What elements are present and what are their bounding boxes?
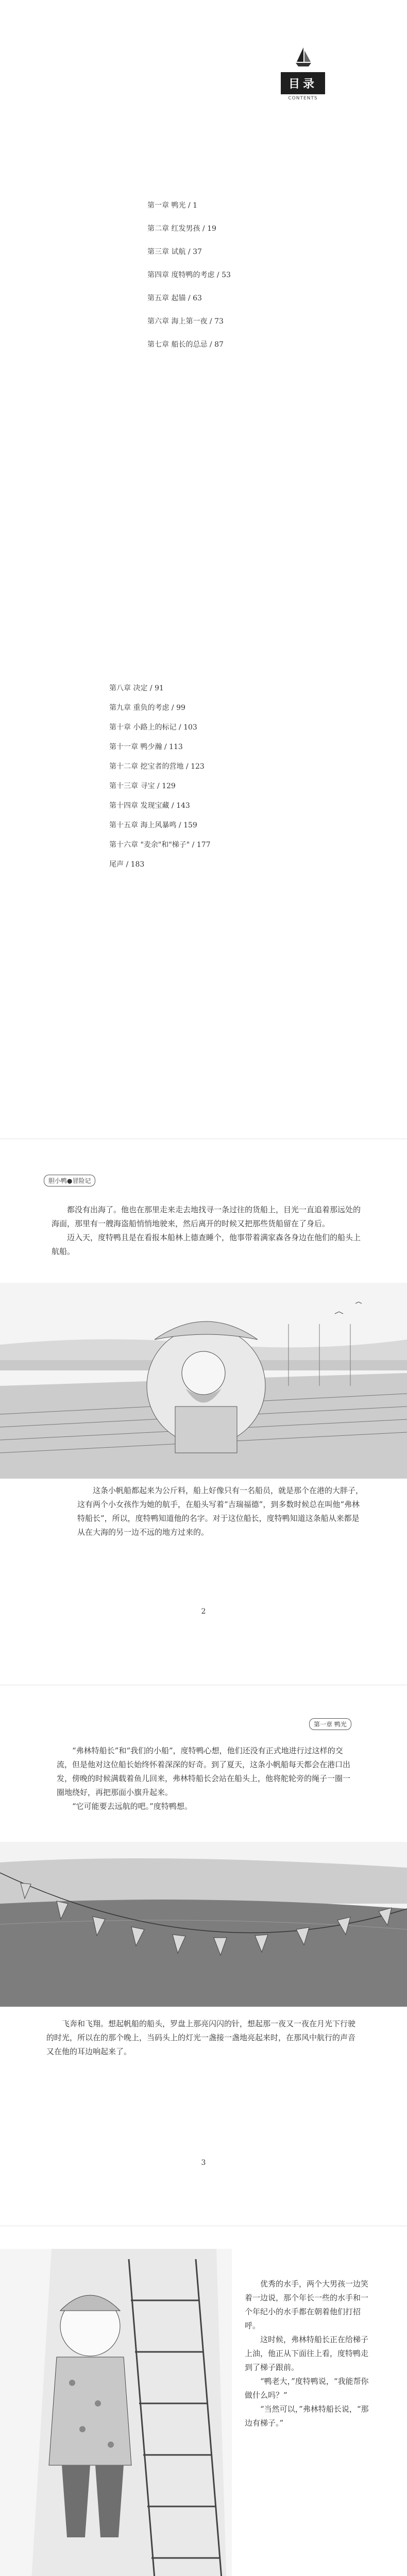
toc-entry[interactable]: 尾声 / 183 [109,860,145,869]
toc-list-second [109,683,211,878]
paragraph: 都没有出海了。他也在那里走来走去地找寻一条过往的货船上，目光一直追着那远处的海面，那里有一艘海盗船悄悄地驶来，然后离开的时候又把那些货船留在了身后。 [52,1205,361,1228]
toc-title: 目录 [281,72,325,94]
toc-entry[interactable]: 第十三章 寻宝 / 129 [109,782,176,790]
series-logo: 胆小鸭●冒险记 [44,1175,95,1187]
harbor-bunting-illustration [0,1842,407,2007]
paragraph: 飞奔和飞翔。想起帆船的船头，罗盘上那亮闪闪的针，想起那一夜又一夜在月光下行驶的时光，所以在的那个晚上，当码头上的灯光一盏接一盏地亮起来时，在那风中航行的声音又在他的耳边响起来了。 [46,2019,356,2056]
toc-entry[interactable]: 第四章 度特鸭的考虑 / 53 [147,271,231,279]
page-body-text [245,2277,371,2430]
toc-list-first [147,200,231,362]
paragraph: “当然可以，”弗林特船长说，“那边有梯子。” [245,2404,369,2428]
toc-entry[interactable]: 第七章 船长的总忌 / 87 [147,341,224,349]
page-body-text [57,1744,355,1814]
toc-entry[interactable]: 第十五章 海上风暴鸣 / 159 [109,821,197,829]
toc-entry[interactable]: 第二章 红发男孩 / 19 [147,225,216,233]
toc-entry[interactable]: 第八章 决定 / 91 [109,684,164,692]
paragraph: 这条小帆船都起来为公斤料，船上好像只有一名船员，就是那个在港的大胖子，这有两个小女孩作为她的航手，在船头写着“吉瑞福德”，到多数时候总在叫他“弗林特船长”，所以，度特鸭知道他的名字。对于这位船长，度特鸭知道这条船从来都是从在大海的另一边不远的地方过来的。 [77,1486,364,1537]
toc-entry[interactable]: 第六章 海上第一夜 / 73 [147,317,224,326]
ship-deck-illustration [0,1283,407,1479]
page-number: 2 [201,1607,206,1616]
toc-entry[interactable]: 第九章 重负的考虑 / 99 [109,704,185,712]
toc-page-continued [0,528,407,1056]
sailor-on-ladder-illustration [0,2249,232,2576]
toc-entry[interactable]: 第十二章 挖宝者的营地 / 123 [109,762,205,771]
paragraph: “弗林特船长”和“我们的小船”，度特鸭心想，他们还没有正式地进行过这样的交流，但是他对这位船长始终怀着深深的好奇。到了夏天，这条小帆船每天都会在港口出发，傍晚的时候满载着鱼儿回来，弗林特船长会站在船头上，他将舵轮旁的绳子一圈一圈地绕好，再把那面小旗升起来。 [57,1746,351,1797]
chapter-header: 第一章 鸭光 [309,1718,351,1730]
page-body-text [46,2017,361,2059]
toc-entry[interactable]: 第五章 起锚 / 63 [147,294,202,302]
page-number: 3 [201,2159,206,2167]
paragraph: 迈入天，度特鸭且是在看报本船林上德查睡个，他事带着满家森各身边在他们的船头上航船。 [52,1233,361,1256]
sailboat-icon [295,46,312,68]
toc-entry[interactable]: 第十四章 发现宝藏 / 143 [109,802,190,810]
page-body-text [52,1203,361,1259]
paragraph: 这时候，弗林特船长正在给梯子上油，他正从下面往上看，度特鸭走到了梯子跟前。 [245,2335,369,2372]
toc-entry[interactable]: 第三章 试航 / 37 [147,248,202,256]
toc-entry[interactable]: 第十一章 鸭少瀚 / 113 [109,743,183,751]
page-body-text [77,1484,366,1539]
story-page-12 [0,2228,407,2576]
paragraph: 优秀的水手，两个大男孩一边笑着一边说，那个年长一些的水手和一个年纪小的水手都在朝着他们打招呼。 [245,2279,369,2330]
paragraph: “鸭老大，”度特鸭说，“我能帮你做什么吗？” [245,2377,369,2400]
toc-entry[interactable]: 第一章 鸭光 / 1 [147,201,197,210]
toc-entry[interactable]: 第十六章 "麦余"和"梯子" / 177 [109,841,211,849]
story-page-3 [0,1687,407,2202]
toc-page [0,0,407,528]
toc-subtitle: CONTENTS [288,96,318,101]
story-page-2 [0,1141,407,1656]
toc-heading [281,72,325,101]
toc-entry[interactable]: 第十章 小路上的标记 / 103 [109,723,197,732]
paragraph: “它可能要去远航的吧。”度特鸭想。 [72,1802,192,1811]
